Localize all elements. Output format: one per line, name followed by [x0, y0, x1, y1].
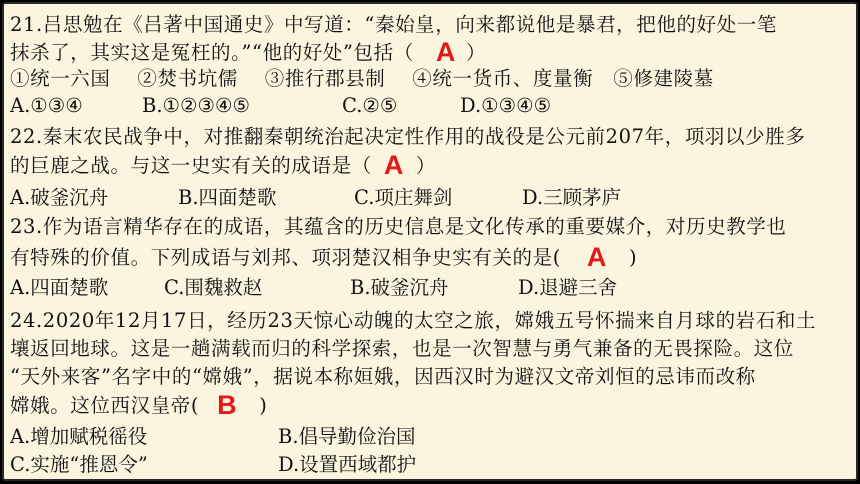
- q21-stem-text: 抹杀了，其实这是冤枉的。”“他的好处”包括（: [10, 41, 414, 64]
- q24-stem-text: 嫦娥。这位西汉皇帝(: [10, 394, 200, 417]
- q24-option-a: A.增加赋税徭役: [10, 425, 148, 448]
- q21-answer: A: [435, 37, 456, 67]
- q24-options-row2: [10, 452, 850, 478]
- slide: [2, 2, 858, 481]
- q23-stem-text: 有特殊的价值。下列成语与刘邦、项羽楚汉相争史实有关的是(: [10, 246, 561, 269]
- q23-option-a: A.四面楚歌: [10, 276, 109, 299]
- q23-option-c: C.围魏救赵: [164, 276, 263, 299]
- q24-stem-line1: 24.2020年12月17日，经历23天惊心动魄的太空之旅，嫦娥五号怀揣来自月球的岩石和土: [10, 309, 817, 332]
- q24-stem-line4: [10, 392, 267, 419]
- q24-answer: B: [217, 390, 238, 420]
- q23-stem-line1: 23.作为语言精华存在的成语，其蕴含的历史信息是文化传承的重要媒介，对历史教学也: [10, 215, 787, 238]
- q21-option-c: C.②⑤: [342, 94, 398, 117]
- q22-option-c: C.项庄舞剑: [354, 186, 453, 209]
- q23-option-b: B.破釜沉舟: [350, 276, 449, 299]
- q24-option-d: D.设置西域都护: [278, 453, 417, 476]
- q22-options: [10, 185, 850, 211]
- q24-option-c: C.实施“推恩令”: [10, 453, 148, 476]
- q22-stem-close: ）: [415, 154, 437, 177]
- q22-stem-line2: [10, 152, 436, 179]
- q21-stem-line1: 21.吕思勉在《吕著中国通史》中写道：“秦始皇，向来都说他是暴君，把他的好处一笔: [10, 13, 777, 36]
- q23-answer: A: [586, 242, 608, 272]
- q21-options: [10, 93, 850, 119]
- q23-stem-close: ): [629, 246, 638, 269]
- q21-option-a: A.①③④: [10, 94, 83, 117]
- q23-option-d: D.退避三舍: [518, 276, 618, 299]
- q24-stem-close: ): [259, 394, 268, 417]
- q24-options-row1: [10, 424, 850, 450]
- q22-stem-text: 的巨鹿之战。与这一史实有关的成语是（: [10, 154, 372, 177]
- q21-option-d: D.①③④⑤: [460, 94, 552, 117]
- q24-stem-line2: 壤返回地球。这是一趟满载而归的科学探索，也是一次智慧与勇气兼备的无畏探险。这位: [10, 337, 794, 360]
- q21-stem-line2: [10, 39, 486, 66]
- q22-answer: A: [383, 150, 404, 180]
- q21-stem-close: ）: [465, 41, 487, 64]
- q22-stem-line1: 22.秦末农民战争中，对推翻秦朝统治起决定性作用的战役是公元前207年，项羽以少胜多: [10, 125, 806, 148]
- q23-options: [10, 275, 850, 301]
- q22-option-a: A.破釜沉舟: [10, 186, 109, 209]
- q24-option-b: B.倡导勤俭治国: [278, 425, 416, 448]
- q24-stem-line3: “天外来客”名字中的“嫦娥”，据说本称姮娥，因西汉时为避汉文帝刘恒的忌讳而改称: [10, 365, 756, 388]
- q23-stem-line2: [10, 244, 637, 271]
- q21-items: ①统一六国 ②焚书坑儒 ③推行郡县制 ④统一货币、度量衡 ⑤修建陵墓: [10, 67, 714, 90]
- q22-option-b: B.四面楚歌: [178, 186, 277, 209]
- q21-option-b: B.①②③④⑤: [142, 94, 250, 117]
- q22-option-d: D.三顾茅庐: [522, 186, 622, 209]
